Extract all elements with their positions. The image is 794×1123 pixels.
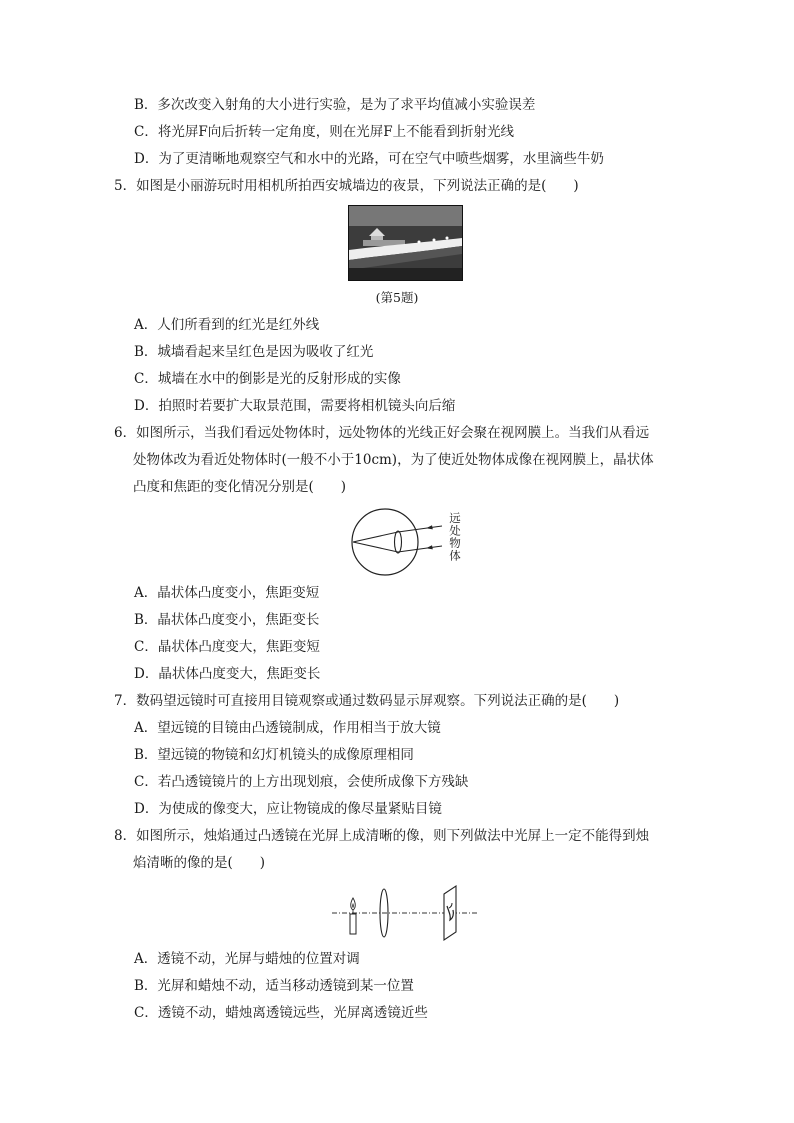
q8-option-b: B．光屏和蜡烛不动，适当移动透镜到某一位置 [134, 978, 414, 994]
optical-bench-diagram [330, 882, 480, 942]
q5-option-b: B．城墙看起来呈红色是因为吸收了红光 [134, 344, 374, 360]
q6-option-b: B．晶状体凸度变小，焦距变长 [134, 612, 320, 628]
q7-option-b: B．望远镜的物镜和幻灯机镜头的成像原理相同 [134, 747, 414, 763]
q4-option-b: B．多次改变入射角的大小进行实验，是为了求平均值减小实验误差 [134, 97, 536, 113]
q6-stem-line1: 6．如图所示，当我们看远处物体时，远处物体的光线正好会聚在视网膜上。当我们从看远 [114, 425, 650, 441]
q6-stem-line2: 处物体改为看近处物体时(一般不小于10cm)，为了使近处物体成像在视网膜上，晶状体 [133, 452, 654, 468]
q7-stem: 7．数码望远镜时可直接用目镜观察或通过数码显示屏观察。下列说法正确的是( ) [114, 693, 620, 709]
q8-stem-line2: 焰清晰的像的是( ) [133, 855, 266, 871]
q7-option-d: D．为使成的像变大，应让物镜成的像尽量紧贴目镜 [134, 801, 442, 817]
q8-option-c: C．透镜不动，蜡烛离透镜远些，光屏离透镜近些 [134, 1005, 428, 1021]
q5-option-d: D．拍照时若要扩大取景范围，需要将相机镜头向后缩 [134, 398, 456, 414]
q8-option-a: A．透镜不动，光屏与蜡烛的位置对调 [134, 951, 360, 967]
q6-option-c: C．晶状体凸度变大，焦距变短 [134, 639, 320, 655]
city-wall-night-photo [348, 205, 463, 281]
q6-stem-line3: 凸度和焦距的变化情况分别是( ) [133, 479, 347, 495]
q8-stem-line1: 8．如图所示，烛焰通过凸透镜在光屏上成清晰的像，则下列做法中光屏上一定不能得到烛 [114, 828, 650, 844]
q5-option-a: A．人们所看到的红光是红外线 [134, 317, 320, 333]
q7-option-a: A．望远镜的目镜由凸透镜制成，作用相当于放大镜 [134, 720, 441, 736]
q6-option-a: A．晶状体凸度变小，焦距变短 [134, 585, 320, 601]
q5-figure-caption: (第5题) [375, 290, 419, 305]
q4-option-c: C．将光屏F向后折转一定角度，则在光屏F上不能看到折射光线 [134, 124, 515, 140]
q7-option-c: C．若凸透镜镜片的上方出现划痕，会使所成像下方残缺 [134, 774, 469, 790]
q5-option-c: C．城墙在水中的倒影是光的反射形成的实像 [134, 371, 401, 387]
q4-option-d: D．为了更清晰地观察空气和水中的光路，可在空气中喷些烟雾，水里滴些牛奶 [134, 151, 604, 167]
q6-option-d: D．晶状体凸度变大，焦距变长 [134, 666, 321, 682]
q5-stem: 5．如图是小丽游玩时用相机所拍西安城墙边的夜景，下列说法正确的是( ) [114, 178, 579, 194]
eye-diagram-label: 远处物体 [448, 512, 462, 562]
